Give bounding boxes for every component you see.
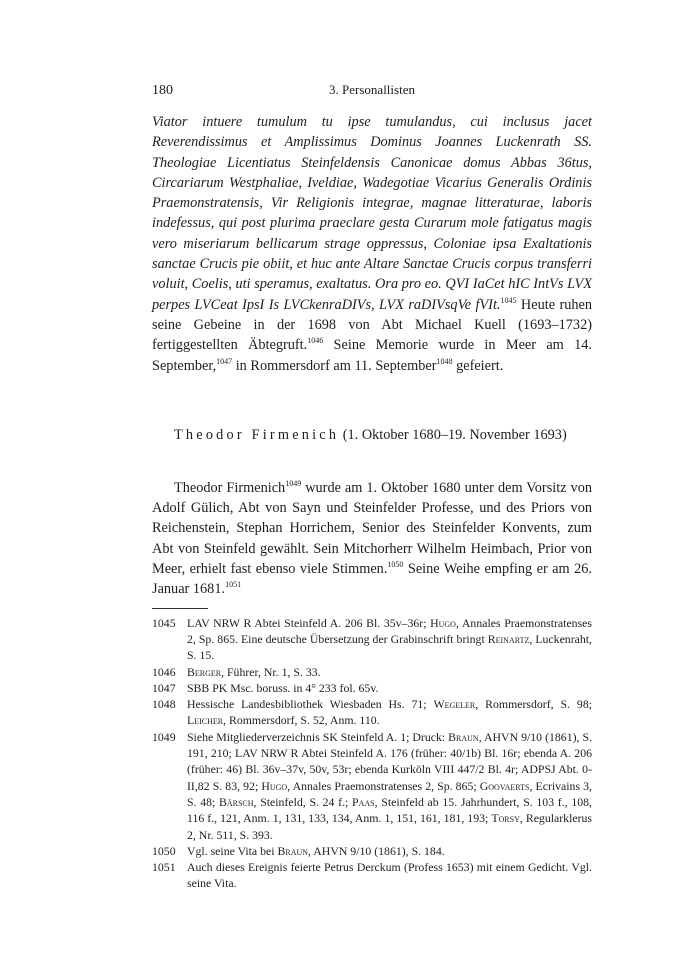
footnote-number: 1047 xyxy=(152,680,176,695)
footnote-text-part: , Regularklerus 2, Nr. 511, S. 393. xyxy=(187,811,592,842)
footnote-text-part: SBB PK Msc. boruss. in 4° 233 fol. 65v. xyxy=(187,680,379,695)
author-name: Braun xyxy=(277,843,309,858)
footnote-text xyxy=(187,696,592,729)
section-heading-dates: (1. Oktober 1680–19. November 1693) xyxy=(339,426,567,443)
footnote-number: 1046 xyxy=(152,664,176,679)
footnote-number: 1045 xyxy=(152,615,176,630)
footnote-number: 1050 xyxy=(152,843,176,858)
footnote-item xyxy=(152,680,592,696)
epitaph-text-4: in Rommersdorf am 11. September xyxy=(232,357,437,374)
author-name: Torsy xyxy=(491,811,520,826)
author-name: Wegeler xyxy=(433,697,476,712)
footnote-text-part: , Steinfeld, S. 24 f.; xyxy=(253,794,353,809)
footnote-text-part: LAV NRW R Abtei Steinfeld A. 206 Bl. 35v–36r; xyxy=(187,615,431,630)
author-name: Goovaerts xyxy=(479,778,530,793)
footnote-text-part: , Rommersdorf, S. 52, Anm. 110. xyxy=(223,713,380,728)
footnote-text-part: Hessische Landesbibliothek Wiesbaden Hs. 71; xyxy=(187,697,434,712)
footnote-text-part: , Luckenraht, S. 15. xyxy=(187,631,592,663)
epitaph-text-5: gefeiert. xyxy=(452,357,504,374)
epitaph-paragraph xyxy=(152,112,592,376)
biography-text-2: wurde am 1. Oktober 1680 unter dem Vorsitz von Adolf Gülich, Abt von Sayn und Steinfelder Professe, und des Priors von Reichenstein, Stephan Horrichem, Senior des Steinfelder Konvents, zum Abt von Steinfeld gewählt. Sein Mitchorherr Wilhelm Heimbach, Prior von Meer, erhielt fast ebenso viele Stimmen. xyxy=(152,479,592,578)
footnote-item xyxy=(152,615,592,664)
author-name: Leicher xyxy=(187,713,224,728)
footnote-text-part: , AHVN 9/10 (1861), S. 191, 210; LAV NRW R Abtei Steinfeld A. 176 (früher: 40/1b) Bl. 16r; ebenda A. 206 (früher: 46) Bl. 36v–37v, 50v, 53r; ebenda Kurköln VIII 447/2 Bl. 4r; ADPSJ Abt. 0-II,82 S. 83, 92; xyxy=(187,729,592,793)
footnote-text-part: , Führer, Nr. 1, S. 33. xyxy=(221,664,321,679)
footnote-ref-1046[interactable]: 1046 xyxy=(307,336,324,346)
page-number: 180 xyxy=(152,83,173,98)
footnote-item xyxy=(152,696,592,729)
epitaph-text-2: Heute ruhen seine Gebeine in der 1698 von Abt Michael Kuell (1693–1732) fertiggestellten Äbtegruft. xyxy=(152,296,592,354)
footnote-ref-1048[interactable]: 1048 xyxy=(436,356,453,366)
footnote-text xyxy=(187,680,592,696)
footnote-text-part: Auch dieses Ereignis feierte Petrus Derckum (Profess 1653) mit einem Gedicht. Vgl. seine Vita. xyxy=(187,860,592,891)
author-name: Berger xyxy=(187,664,222,679)
author-name: Paas xyxy=(352,794,375,809)
biography-text-1: Theodor Firmenich xyxy=(174,479,286,496)
author-name: Hugo xyxy=(261,778,288,793)
footnotes-section xyxy=(152,615,592,892)
running-title: 3. Personallisten xyxy=(329,82,415,97)
footnote-number: 1049 xyxy=(152,729,176,744)
footnote-text xyxy=(187,843,592,859)
footnote-text xyxy=(187,729,592,843)
footnote-item xyxy=(152,843,592,859)
author-name: Reinartz xyxy=(487,631,530,646)
book-page xyxy=(152,82,592,892)
footnote-text-part: Siehe Mitgliederverzeichnis SK Steinfeld A. 1; Druck: xyxy=(187,729,449,744)
footnote-separator xyxy=(152,608,208,609)
footnote-text-part: , AHVN 9/10 (1861), S. 184. xyxy=(308,843,445,858)
footnote-ref-1051[interactable]: 1051 xyxy=(225,580,242,590)
footnote-text-part: , Ecrivains 3, S. 48; xyxy=(187,778,592,809)
footnote-ref-1045[interactable]: 1045 xyxy=(500,295,517,305)
biography-paragraph xyxy=(152,478,592,600)
footnote-number: 1051 xyxy=(152,860,176,875)
epitaph-latin-text: Viator intuere tumulum tu ipse tumulandus, cui inclusus jacet Reverendissimus et Amplissimus Dominus Joannes Luckenrath SS. Theologiae Licentiatus Steinfeldensis Canonicae domus Abbas 36tus, Circariarum Westphaliae, Iveldiae, Wadegotiae Vicarius Generalis Ordinis Praemonstratensis, Vir Religionis integrae, magnae litteraturae, laboris indefessus, qui post plurima praeclare gesta Curarum mole fatigatus magis vero miseriarum bellicarum strage oppressus, Coloniae ipsa Exaltationis sanctae Crucis pie obiit, et huc ante Altare Sanctae Crucis corpus transferri voluit, Coelis, uti speramus, exaltatus. Ora pro eo. QVI IaCet hIC IntVs LVX perpes LVCeat IpsI Is LVCkenraDIVs, LVX raDIVsqVe fVIt. xyxy=(152,114,592,313)
footnote-item xyxy=(152,729,592,843)
footnote-number: 1048 xyxy=(152,697,176,712)
epitaph-text-3: Seine Memorie wurde in Meer am 14. September, xyxy=(152,337,592,374)
biography-text-3: Seine Weihe empfing er am 26. Januar 1681. xyxy=(152,561,592,598)
author-name: Braun xyxy=(448,729,479,744)
section-heading xyxy=(174,427,592,444)
footnote-item xyxy=(152,664,592,680)
footnote-text-part: , Annales Praemonstratenses 2, Sp. 865; xyxy=(287,778,480,793)
footnote-ref-1050[interactable]: 1050 xyxy=(387,560,404,570)
footnote-ref-1049[interactable]: 1049 xyxy=(285,479,302,489)
author-name: Bärsch xyxy=(219,794,254,809)
footnote-text-part: , Steinfeld ab 15. Jahrhundert, S. 103 f., 108, 116 f., 121, Anm. 1, 131, 133, 134, Anm. 1, 151, 161, 181, 193; xyxy=(187,794,592,826)
footnote-text xyxy=(187,664,592,680)
footnote-item xyxy=(152,859,592,892)
footnote-text-part: , Rommersdorf, S. 98; xyxy=(475,697,592,712)
footnote-text-part: , Annales Praemonstratenses 2, Sp. 865. Eine deutsche Übersetzung der Grabinschrift bringt xyxy=(187,615,592,646)
footnote-text xyxy=(187,615,592,664)
footnote-text xyxy=(187,859,592,892)
footnote-ref-1047[interactable]: 1047 xyxy=(216,356,233,366)
section-heading-name: Theodor Firmenich xyxy=(174,426,340,443)
author-name: Hugo xyxy=(430,615,456,630)
footnote-text-part: Vgl. seine Vita bei xyxy=(187,843,278,858)
page-header xyxy=(152,82,592,104)
